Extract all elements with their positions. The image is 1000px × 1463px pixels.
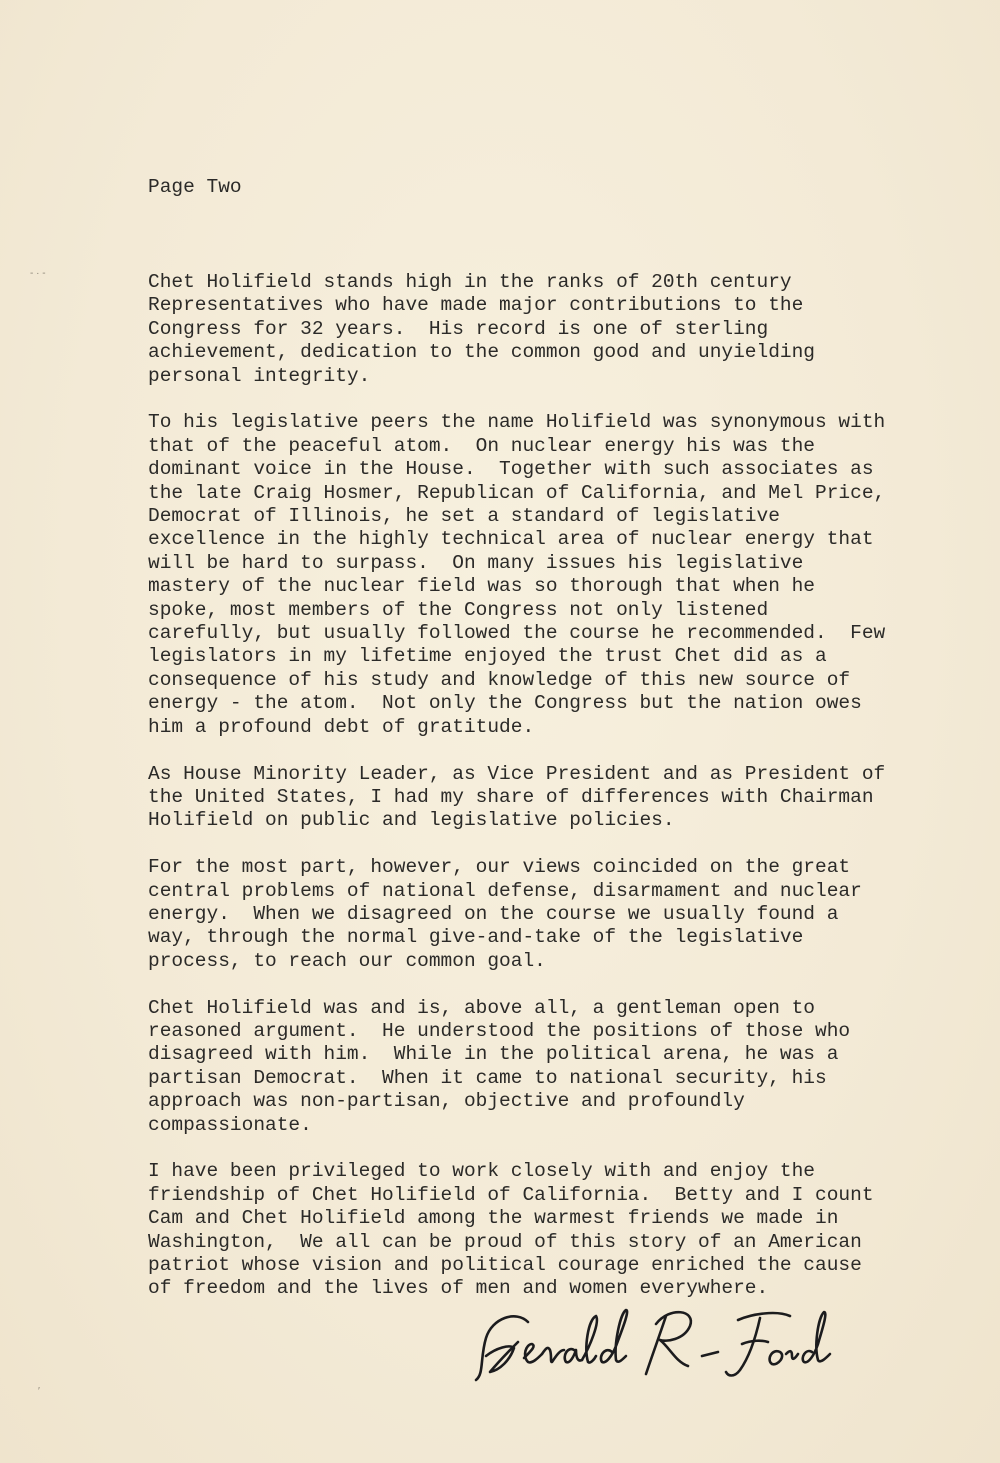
page-header: Page Two [148, 176, 242, 198]
paper-speck: - · - [30, 268, 46, 279]
text-line: will be hard to surpass. On many issues his legislative [148, 551, 804, 574]
text-line: spoke, most members of the Congress not only listened [148, 598, 769, 621]
text-line: I have been privileged to work closely with and enjoy the [148, 1160, 816, 1183]
text-line: reasoned argument. He understood the positions of those who [148, 1019, 851, 1042]
text-line: Chet Holifield stands high in the ranks of 20th century [148, 271, 792, 293]
text-line: central problems of national defense, disarmament and nuclear [148, 879, 862, 902]
handwritten-signature [470, 1300, 840, 1390]
paragraph-6 [148, 1160, 908, 1300]
text-line: Washington, We all can be proud of this story of an American [148, 1230, 862, 1253]
text-line: energy - the atom. Not only the Congress but the nation owes [148, 692, 862, 715]
text-line: legislators in my lifetime enjoyed the trust Chet did as a [148, 645, 827, 668]
text-line: Representatives who have made major contributions to the [148, 294, 804, 317]
text-line: approach was non-partisan, objective and profoundly [148, 1090, 745, 1113]
text-line: friendship of Chet Holifield of California. Betty and I count [148, 1183, 874, 1206]
text-line: For the most part, however, our views coincided on the great [148, 856, 851, 879]
text-line: consequence of his study and knowledge of this new source of [148, 668, 851, 691]
letter-body [148, 271, 908, 1324]
text-line: achievement, dedication to the common good and unyielding [148, 341, 816, 364]
paragraph-5 [148, 997, 908, 1137]
text-line: Cam and Chet Holifield among the warmest friends we made in [148, 1207, 839, 1230]
signature [470, 1300, 840, 1390]
text-line: process, to reach our common goal. [148, 949, 546, 972]
text-line: excellence in the highly technical area of nuclear energy that [148, 528, 874, 551]
text-line: of freedom and the lives of men and women everywhere. [148, 1277, 769, 1300]
text-line: mastery of the nuclear field was so thorough that when he [148, 575, 816, 598]
paragraph-3 [148, 763, 908, 833]
text-line: personal integrity. [148, 364, 371, 387]
text-line: Chet Holifield was and is, above all, a gentleman open to [148, 996, 816, 1019]
text-line: him a profound debt of gratitude. [148, 715, 535, 738]
paragraph-4 [148, 856, 908, 973]
text-line: disagreed with him. While in the political arena, he was a [148, 1043, 839, 1066]
text-line: the late Craig Hosmer, Republican of California, and Mel Price, [148, 481, 886, 504]
text-line: dominant voice in the House. Together with such associates as [148, 458, 874, 481]
text-line: partisan Democrat. When it came to national security, his [148, 1066, 827, 1089]
text-line: the United States, I had my share of differences with Chairman [148, 785, 874, 808]
text-line: carefully, but usually followed the course he recommended. Few [148, 622, 886, 645]
text-line: Holifield on public and legislative policies. [148, 809, 675, 832]
text-line: To his legislative peers the name Holifield was synonymous with [148, 411, 886, 434]
text-line: way, through the normal give-and-take of the legislative [148, 926, 804, 949]
text-line: As House Minority Leader, as Vice President and as President of [148, 762, 886, 785]
text-line: Congress for 32 years. His record is one of sterling [148, 317, 769, 340]
text-line: compassionate. [148, 1113, 312, 1136]
paragraph-1 [148, 271, 908, 388]
text-line: that of the peaceful atom. On nuclear energy his was the [148, 434, 816, 457]
text-line: energy. When we disagreed on the course we usually found a [148, 902, 839, 925]
text-line: patriot whose vision and political courage enriched the cause [148, 1253, 862, 1276]
paragraph-2 [148, 411, 908, 739]
paper-speck: ′ [38, 1386, 40, 1397]
text-line: Democrat of Illinois, he set a standard of legislative [148, 505, 780, 528]
